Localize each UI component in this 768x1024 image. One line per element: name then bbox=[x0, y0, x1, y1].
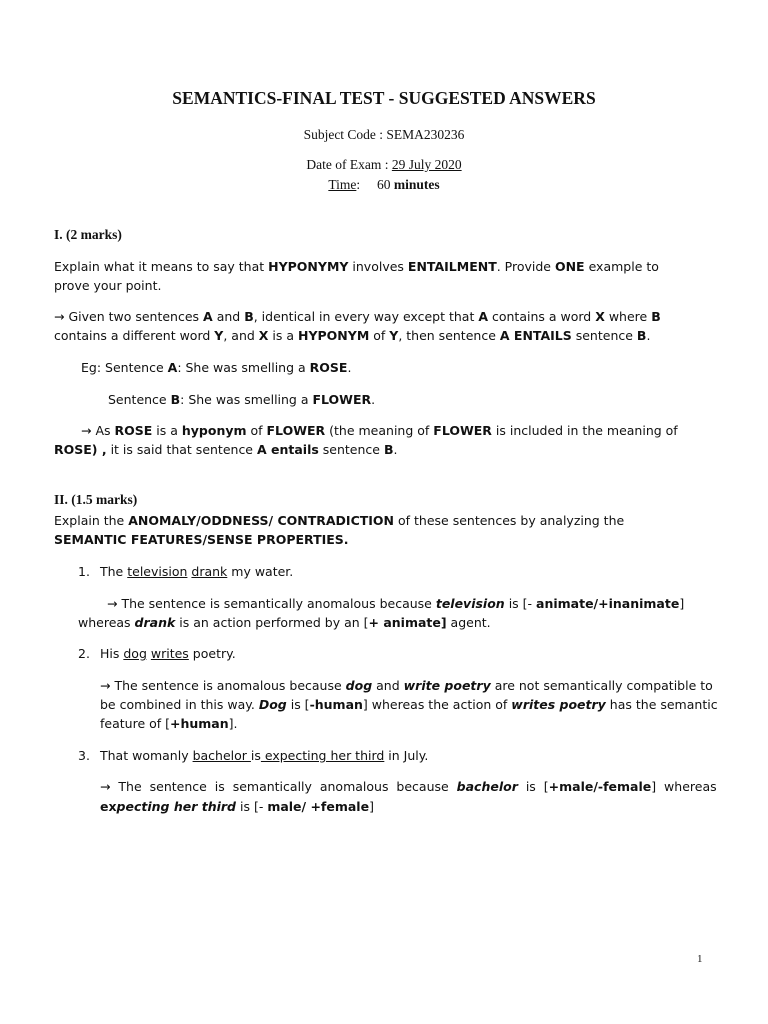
list-item-sentence bbox=[100, 564, 293, 579]
text-run: writes bbox=[150, 646, 189, 661]
text-run: → The sentence is semantically anomalous because bbox=[107, 596, 436, 611]
text-run: drank bbox=[134, 615, 176, 630]
text-run: contains a word bbox=[488, 309, 596, 324]
text-run: B bbox=[244, 309, 254, 324]
text-run: ANOMALY/ODDNESS/ CONTRADICTION bbox=[128, 513, 395, 528]
text-run: -human bbox=[309, 697, 363, 712]
text-run: dog bbox=[345, 678, 373, 693]
text-run: A entails bbox=[256, 442, 319, 457]
list-item-answer-line bbox=[100, 799, 374, 814]
list-item-number: 3. bbox=[78, 748, 90, 763]
text-run: expecting her third bbox=[260, 748, 385, 763]
exam-date bbox=[0, 157, 768, 173]
list-item-answer-line bbox=[100, 779, 717, 794]
text-run: and bbox=[212, 309, 245, 324]
text-run: FLOWER bbox=[266, 423, 326, 438]
text-run: drank bbox=[191, 564, 228, 579]
text-run: +male/-female bbox=[548, 779, 652, 794]
text-run: Y bbox=[214, 328, 224, 343]
text-run: television bbox=[127, 564, 188, 579]
time-label: Time bbox=[328, 177, 357, 192]
question-2-prompt-line-1 bbox=[54, 513, 624, 528]
text-run: of bbox=[246, 423, 267, 438]
text-run: . bbox=[393, 442, 398, 457]
text-run: is [ bbox=[286, 697, 310, 712]
text-run: bachelor bbox=[456, 779, 518, 794]
question-1-conclusion-line-2 bbox=[54, 442, 397, 457]
text-run: of these sentences by analyzing the bbox=[394, 513, 625, 528]
text-run: animate/+inanimate bbox=[536, 596, 680, 611]
text-run: , and bbox=[223, 328, 259, 343]
text-run: A bbox=[167, 360, 178, 375]
text-run: Y bbox=[389, 328, 399, 343]
list-item-number: 1. bbox=[78, 564, 90, 579]
text-run: FLOWER bbox=[433, 423, 492, 438]
text-run: pecting her third bbox=[116, 799, 237, 814]
text-run: has the semantic bbox=[605, 697, 718, 712]
text-run: : She was smelling a bbox=[180, 392, 313, 407]
text-run: be combined in this way. bbox=[100, 697, 259, 712]
text-run: Dog bbox=[258, 697, 287, 712]
text-run: . bbox=[646, 328, 651, 343]
text-run: are not semantically compatible to bbox=[490, 678, 713, 693]
text-run: is a bbox=[268, 328, 298, 343]
text-run: B bbox=[170, 392, 181, 407]
text-run: +human bbox=[170, 716, 229, 731]
text-run: involves bbox=[348, 259, 408, 274]
exam-time bbox=[0, 177, 768, 193]
text-run: sentence bbox=[571, 328, 637, 343]
question-1-conclusion-line-1 bbox=[81, 423, 678, 438]
text-run: bachelor bbox=[192, 748, 251, 763]
text-run: Sentence bbox=[108, 392, 171, 407]
text-run: where bbox=[604, 309, 652, 324]
question-2-prompt-line-2 bbox=[54, 532, 349, 547]
text-run: . bbox=[371, 392, 376, 407]
text-run: ENTAILMENT bbox=[407, 259, 497, 274]
text-run: is an action performed by an [ bbox=[175, 615, 369, 630]
text-run: , then sentence bbox=[398, 328, 500, 343]
text-run: contains a different word bbox=[54, 328, 215, 343]
text-run: ] bbox=[369, 799, 374, 814]
text-run: my water. bbox=[227, 564, 294, 579]
question-2-heading: II. (1.5 marks) bbox=[54, 492, 138, 507]
text-run: FLOWER bbox=[312, 392, 372, 407]
text-run: ] bbox=[679, 596, 685, 611]
text-run: poetry. bbox=[188, 646, 236, 661]
text-run: is [ bbox=[517, 779, 549, 794]
time-value: 60 bbox=[377, 177, 391, 192]
text-run: SEMANTIC FEATURES/SENSE PROPERTIES. bbox=[54, 532, 349, 547]
text-run: → Given two sentences bbox=[54, 309, 204, 324]
text-run: A bbox=[478, 309, 489, 324]
text-run: That womanly bbox=[100, 748, 193, 763]
text-run: writes poetry bbox=[511, 697, 606, 712]
text-run: B bbox=[636, 328, 647, 343]
text-run: television bbox=[435, 596, 505, 611]
exam-date-value: 29 July 2020 bbox=[391, 157, 462, 172]
page-number: 1 bbox=[697, 953, 703, 965]
text-run: A bbox=[203, 309, 213, 324]
text-run: (the meaning of bbox=[325, 423, 434, 438]
text-run: Eg: Sentence bbox=[81, 360, 168, 375]
text-run: . Provide bbox=[496, 259, 555, 274]
text-run: ] whereas the action of bbox=[362, 697, 512, 712]
list-item-answer-line bbox=[100, 697, 718, 712]
text-run: sentence bbox=[318, 442, 384, 457]
text-run: The bbox=[100, 564, 128, 579]
text-run: : She was smelling a bbox=[177, 360, 310, 375]
text-run: ] whereas bbox=[651, 779, 717, 794]
text-run: B bbox=[651, 309, 661, 324]
text-run: ex bbox=[100, 799, 117, 814]
list-item-answer-line bbox=[107, 596, 684, 611]
text-run: + animate] bbox=[368, 615, 447, 630]
list-item-number: 2. bbox=[78, 646, 90, 661]
text-run: X bbox=[258, 328, 269, 343]
text-run: HYPONYM bbox=[298, 328, 370, 343]
text-run: is bbox=[250, 748, 261, 763]
text-run: Explain the bbox=[54, 513, 129, 528]
list-item-sentence bbox=[100, 748, 428, 763]
text-run: . bbox=[347, 360, 352, 375]
example-sentence-a bbox=[81, 360, 351, 375]
text-run: is included in the meaning of bbox=[491, 423, 678, 438]
text-run: feature of [ bbox=[100, 716, 171, 731]
question-1-answer-line-2 bbox=[54, 328, 650, 343]
text-run: His bbox=[100, 646, 124, 661]
text-run: whereas bbox=[78, 615, 135, 630]
time-unit: minutes bbox=[390, 177, 440, 192]
text-run: → The sentence is semantically anomalous because bbox=[100, 779, 457, 794]
question-1-prompt-cont: prove your point. bbox=[54, 278, 162, 293]
text-run: in July. bbox=[384, 748, 429, 763]
question-1-prompt bbox=[54, 259, 659, 274]
text-run: of bbox=[369, 328, 390, 343]
text-run: , identical in every way except that bbox=[253, 309, 479, 324]
question-1-answer-line-1 bbox=[54, 309, 661, 324]
text-run: B bbox=[383, 442, 394, 457]
text-run: ROSE bbox=[114, 423, 153, 438]
list-item-sentence bbox=[100, 646, 236, 661]
text-run: ]. bbox=[228, 716, 238, 731]
text-run: example to bbox=[584, 259, 659, 274]
example-sentence-b bbox=[108, 392, 375, 407]
text-run: is a bbox=[152, 423, 182, 438]
list-item-answer-line bbox=[100, 716, 238, 731]
text-run: male/ +female bbox=[267, 799, 370, 814]
text-run: is [- bbox=[236, 799, 268, 814]
text-run: is [- bbox=[504, 596, 537, 611]
text-run: ONE bbox=[554, 259, 585, 274]
question-1-heading: I. (2 marks) bbox=[54, 227, 122, 242]
text-run: dog bbox=[123, 646, 147, 661]
text-run: Explain what it means to say that bbox=[54, 259, 269, 274]
time-colon: : bbox=[356, 177, 377, 192]
text-run: → The sentence is anomalous because bbox=[100, 678, 346, 693]
text-run: agent. bbox=[446, 615, 491, 630]
page-title: SEMANTICS-FINAL TEST - SUGGESTED ANSWERS bbox=[172, 88, 596, 108]
list-item-answer-line bbox=[78, 615, 491, 630]
text-run: ROSE) , bbox=[54, 442, 107, 457]
list-item-answer-line bbox=[100, 678, 713, 693]
text-run: X bbox=[595, 309, 605, 324]
text-run: ROSE bbox=[309, 360, 348, 375]
text-run: and bbox=[372, 678, 404, 693]
exam-date-label: Date of Exam : bbox=[306, 157, 392, 172]
text-run: hyponym bbox=[181, 423, 247, 438]
text-run: HYPONYMY bbox=[268, 259, 349, 274]
subject-code: Subject Code : SEMA230236 bbox=[303, 127, 465, 142]
text-run: A ENTAILS bbox=[499, 328, 572, 343]
text-run: → As bbox=[81, 423, 115, 438]
text-run: write poetry bbox=[403, 678, 491, 693]
text-run: it is said that sentence bbox=[106, 442, 257, 457]
